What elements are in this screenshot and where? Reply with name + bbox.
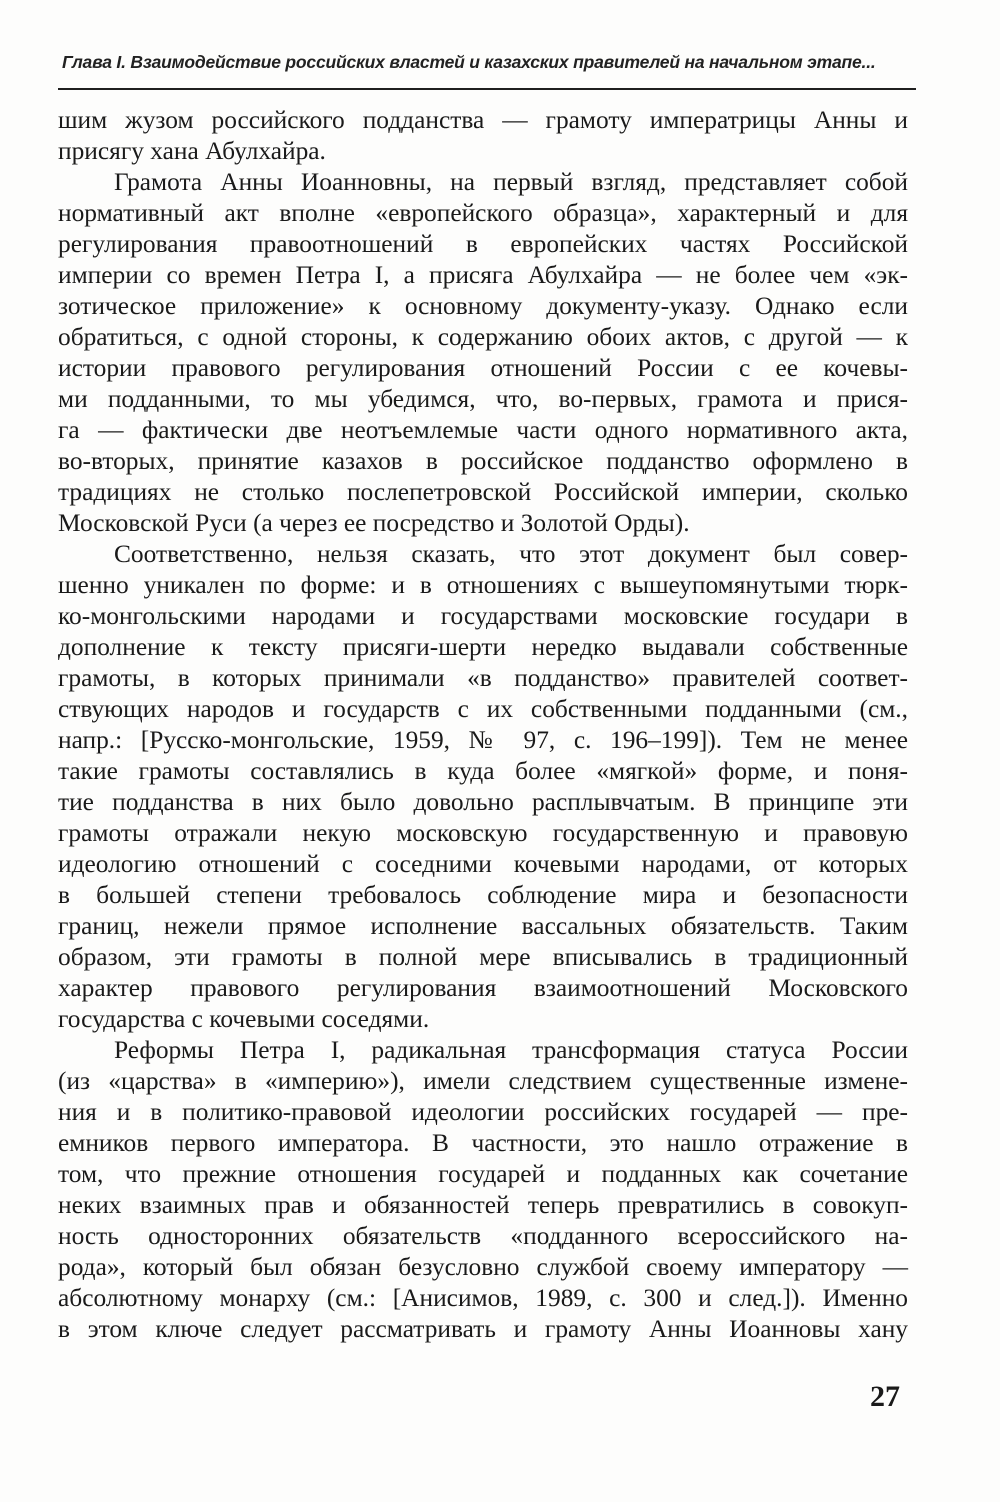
- text-line: шенно уникален по форме: и в отношениях с вышеупомянутыми тюрк-: [58, 571, 908, 599]
- text-line: абсолютному монарху (см.: [Анисимов, 1989, с. 300 и след.]). Именно: [58, 1284, 908, 1312]
- text-line: рода», который был обязан безусловно службой своему императору —: [58, 1253, 908, 1281]
- paragraph-4: [58, 1035, 908, 1345]
- text-line: ствующих народов и государств с их собственными подданными (см.,: [58, 695, 908, 723]
- text-line: в большей степени требовалось соблюдение мира и безопасности: [58, 881, 908, 909]
- text-line: присягу хана Абулхайра.: [58, 137, 326, 165]
- text-line: империи со времен Петра I, а присяга Абулхайра — не более чем «эк-: [58, 261, 908, 289]
- text-line: емников первого императора. В частности, это нашло отражение в: [58, 1129, 908, 1157]
- header-divider: [58, 88, 916, 90]
- text-line: ми подданными, то мы убедимся, что, во-первых, грамота и прися-: [58, 385, 908, 413]
- text-line: государства с кочевыми соседями.: [58, 1005, 430, 1033]
- text-line: Реформы Петра I, радикальная трансформация статуса России: [114, 1036, 908, 1064]
- text-line: границ, нежели прямое исполнение вассальных обязательств. Таким: [58, 912, 908, 940]
- text-line: Соответственно, нельзя сказать, что этот документ был совер-: [114, 540, 908, 568]
- text-line: во-вторых, принятие казахов в российское подданство оформлено в: [58, 447, 908, 475]
- text-line: традициях не столько послепетровской Российской империи, сколько: [58, 478, 908, 506]
- paragraph-2: [58, 167, 908, 539]
- paragraph-3: [58, 539, 908, 1035]
- text-line: неких взаимных прав и обязанностей теперь превратились в совокуп-: [58, 1191, 908, 1219]
- text-line: такие грамоты составлялись в куда более «мягкой» форме, и поня-: [58, 757, 908, 785]
- text-line: том, что прежние отношения государей и подданных как сочетание: [58, 1160, 908, 1188]
- text-line: Московской Руси (а через ее посредство и Золотой Орды).: [58, 509, 690, 537]
- text-line: тие подданства в них было довольно расплывчатым. В принципе эти: [58, 788, 908, 816]
- text-line: напр.: [Русско-монгольские, 1959, № 97, с. 196–199]). Тем не менее: [58, 726, 908, 754]
- text-line: образом, эти грамоты в полной мере вписывались в традиционный: [58, 943, 908, 971]
- text-line: нормативный акт вполне «европейского образца», характерный и для: [58, 199, 908, 227]
- text-line: (из «царства» в «империю»), имели следствием существенные измене-: [58, 1067, 908, 1095]
- text-line: регулирования правоотношений в европейских частях Российской: [58, 230, 908, 258]
- text-line: истории правового регулирования отношений России с ее кочевы-: [58, 354, 908, 382]
- text-line: ко-монгольскими народами и государствами московские государи в: [58, 602, 908, 630]
- text-line: шим жузом российского подданства — грамоту императрицы Анны и: [58, 106, 908, 134]
- page-number: 27: [870, 1380, 900, 1413]
- text-line: обратиться, с одной стороны, к содержанию обоих актов, с другой — к: [58, 323, 908, 351]
- text-line: идеологию отношений с соседними кочевыми народами, от которых: [58, 850, 908, 878]
- text-line: ния и в политико-правовой идеологии российских государей — пре-: [58, 1098, 908, 1126]
- running-header: Глава I. Взаимодействие российских властей и казахских правителей на начальном этапе...: [62, 52, 876, 72]
- text-line: характер правового регулирования взаимоотношений Московского: [58, 974, 908, 1002]
- text-line: ность односторонних обязательств «подданного всероссийского на-: [58, 1222, 908, 1250]
- text-line: зотическое приложение» к основному документу-указу. Однако если: [58, 292, 908, 320]
- text-line: грамоты отражали некую московскую государственную и правовую: [58, 819, 908, 847]
- paragraph-1: [58, 105, 908, 167]
- text-line: грамоты, в которых принимали «в подданство» правителей соответ-: [58, 664, 908, 692]
- text-line: Грамота Анны Иоанновны, на первый взгляд, представляет собой: [114, 168, 908, 196]
- text-line: дополнение к тексту присяги-шерти нередко выдавали собственные: [58, 633, 908, 661]
- text-line: га — фактически две неотъемлемые части одного нормативного акта,: [58, 416, 908, 444]
- body-text: [58, 105, 908, 1345]
- text-line: в этом ключе следует рассматривать и грамоту Анны Иоанновы хану: [58, 1315, 908, 1343]
